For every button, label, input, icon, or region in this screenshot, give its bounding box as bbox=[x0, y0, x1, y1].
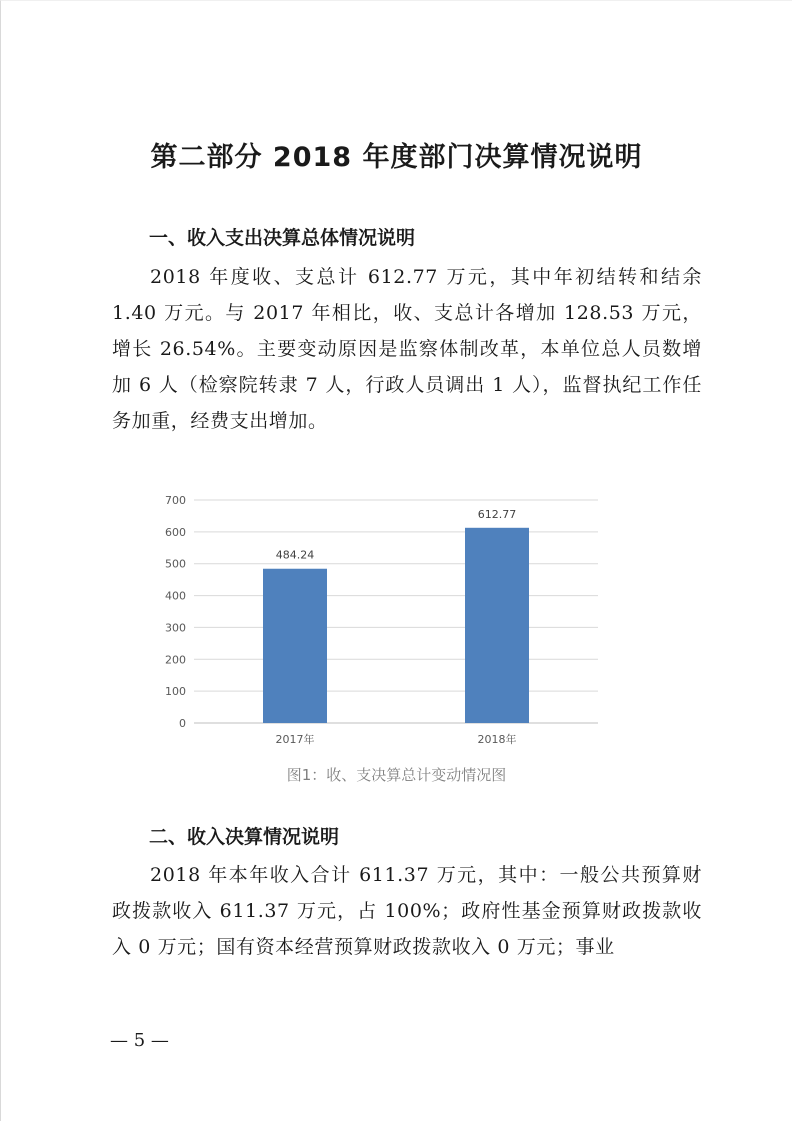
chart-svg bbox=[150, 485, 610, 755]
y-tick-label: 700 bbox=[165, 494, 186, 507]
page-title: 第二部分 2018 年度部门决算情况说明 bbox=[150, 142, 643, 173]
chart-caption: 图1：收、支决算总计变动情况图 bbox=[286, 766, 507, 784]
chart-bar bbox=[465, 528, 529, 723]
y-tick-label: 300 bbox=[165, 621, 186, 635]
page-number: — 5 — bbox=[110, 1030, 169, 1051]
chart-bar bbox=[263, 569, 327, 723]
y-tick-label: 100 bbox=[165, 685, 186, 699]
bar-data-label: 612.77 bbox=[477, 507, 517, 521]
chart-gridlines bbox=[194, 500, 598, 723]
y-tick-label: 200 bbox=[165, 653, 186, 667]
y-tick-label: 0 bbox=[179, 717, 186, 730]
y-tick-label: 500 bbox=[165, 557, 186, 571]
chart-y-ticks bbox=[165, 494, 186, 730]
bar-data-label: 484.24 bbox=[275, 548, 315, 562]
section-heading-1: 一、收入支出决算总体情况说明 bbox=[149, 227, 416, 249]
x-tick-label: 2017年 bbox=[275, 733, 315, 746]
budget-bar-chart bbox=[150, 485, 610, 755]
chart-x-ticks bbox=[276, 732, 517, 746]
section-paragraph-2: 2018 年本年收入合计 611.37 万元，其中：一般公共预算财政拨款收入 611.37 万元，占 100%；政府性基金预算财政拨款收入 0 万元；国有资本经营预算财政拨款收入 0 万元；事业 bbox=[112, 864, 702, 958]
y-tick-label: 400 bbox=[165, 589, 186, 603]
y-tick-label: 600 bbox=[165, 525, 186, 539]
section-paragraph-1: 2018 年度收、支总计 612.77 万元，其中年初结转和结余 1.40 万元。与 2017 年相比，收、支总计各增加 128.53 万元，增长 26.54%。主要变动原因是监察体制改革，本单位总人员数增加 6 人（检察院转隶 7 人，行政人员调出 1 人），监督执纪工作任务加重，经费支出增加。 bbox=[112, 266, 702, 432]
x-tick-label: 2018年 bbox=[477, 733, 517, 746]
section-heading-2: 二、收入决算情况说明 bbox=[149, 826, 340, 848]
